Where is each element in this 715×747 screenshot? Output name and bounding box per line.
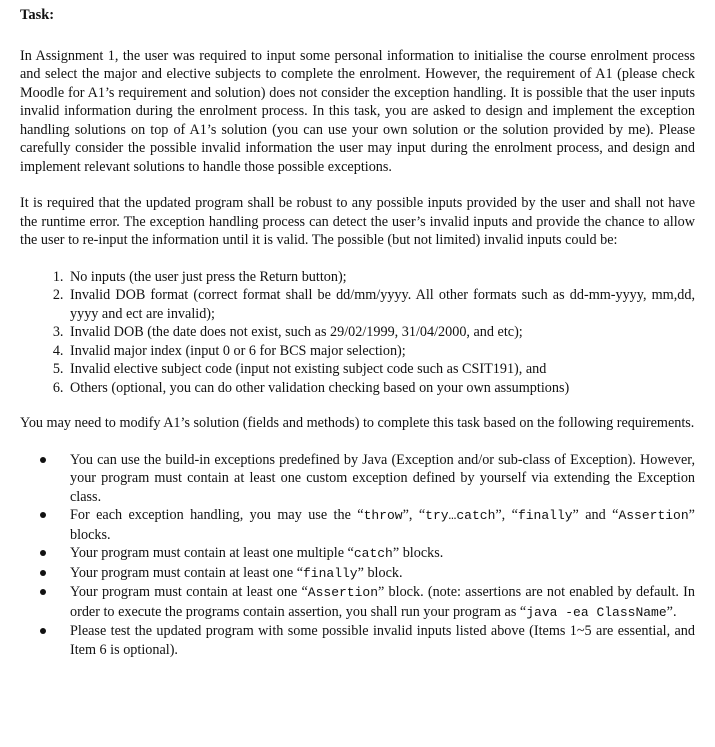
requirements-intro-paragraph: You may need to modify A1’s solution (fields and methods) to complete this task based on the following requirements. (20, 415, 695, 431)
bullet-icon (40, 512, 46, 518)
requirement-text: ”, “ (402, 507, 426, 523)
list-item: 6. Others (optional, you can do other validation checking based on your own assumptions) (67, 379, 695, 398)
requirement-text: ” block. (note: assertions are not enabled by default. In order to execute the programs contain assertion, you shall run your program as “ (70, 584, 696, 620)
requirement-custom-exception (67, 451, 695, 507)
requirement-testing (67, 622, 695, 659)
code-run-command: java -ea ClassName (526, 604, 667, 620)
requirement-multiple-catch (67, 544, 695, 564)
intro-paragraph: In Assignment 1, the user was required to input some personal information to initialise the course enrolment process and select the major and elective subjects to complete the enrolment. However, the requirement of A1 (please check Moodle for A1’s requirement and solution) does not consider the exception handling. It is possible that the user inputs invalid information during the enrolment process. In this task, you are asked to design and implement the exception handling solutions on top of A1’s solution (you can use your own solution or the solution provided by me). Please carefully consider the possible invalid information the user may input during the enrolment process, and design and implement relevant solutions to handle those possible exceptions. (20, 47, 695, 175)
code-catch: catch (353, 546, 393, 561)
requirement-text: ” block. (357, 564, 403, 581)
task-heading: Task: (20, 7, 55, 23)
code-throw: throw (363, 508, 403, 523)
requirement-text: ”, “ (495, 507, 518, 523)
bullet-icon (40, 570, 46, 576)
bullet-icon (40, 628, 46, 634)
robustness-paragraph: It is required that the updated program shall be robust to any possible inputs provided by the user and shall not have the runtime error. The exception handling process can detect the user’s invalid inputs and provide the chance to allow the user to re-input the information until it is valid. The possible (but not limited) invalid inputs could be: (20, 195, 695, 248)
list-item: 4. Invalid major index (input 0 or 6 for BCS major selection); (67, 342, 695, 361)
list-item: 1. No inputs (the user just press the Return button); (67, 268, 695, 287)
requirement-text: You can use the build-in exceptions predefined by Java (Exception and/or sub-class of Exception). However, your program must contain at least one custom exception defined by yourself via extending the Exception class. (70, 451, 695, 505)
invalid-inputs-list (20, 268, 695, 398)
list-item: 2. Invalid DOB format (correct format shall be dd/mm/yyyy. All other formats such as dd-mm-yyyy, mm,dd, yyyy and ect are invalid); (67, 286, 695, 323)
requirement-finally-block (67, 564, 695, 584)
code-finally: finally (517, 508, 573, 523)
bullet-icon (40, 550, 46, 556)
requirement-exception-keywords (67, 506, 695, 544)
list-item: 5. Invalid elective subject code (input not existing subject code such as CSIT191), and (67, 360, 695, 379)
requirement-text: Please test the updated program with some possible invalid inputs listed above (Items 1~5 are essential, and Item 6 is optional). (70, 623, 695, 658)
code-try-catch: try…catch (425, 508, 496, 523)
requirement-text: ”. (666, 603, 677, 620)
code-assertion: Assertion (307, 585, 379, 600)
requirement-text: ” blocks. (70, 507, 695, 543)
requirement-text: For each exception handling, you may use the “ (70, 507, 364, 523)
requirement-text: Your program must contain at least one “ (70, 564, 303, 581)
requirement-text: Your program must contain at least one multiple “ (70, 545, 354, 561)
code-finally: finally (303, 565, 358, 581)
requirement-text: Your program must contain at least one “ (70, 584, 308, 600)
requirement-text: ” blocks. (392, 545, 444, 561)
code-assertion: Assertion (618, 508, 689, 523)
requirement-text: ” and “ (572, 507, 619, 523)
list-item: 3. Invalid DOB (the date does not exist, such as 29/02/1999, 31/04/2000, and etc); (67, 323, 695, 342)
bullet-icon (40, 457, 46, 463)
requirements-list (20, 451, 695, 660)
bullet-icon (40, 589, 46, 595)
requirement-assertion-block (67, 583, 695, 622)
